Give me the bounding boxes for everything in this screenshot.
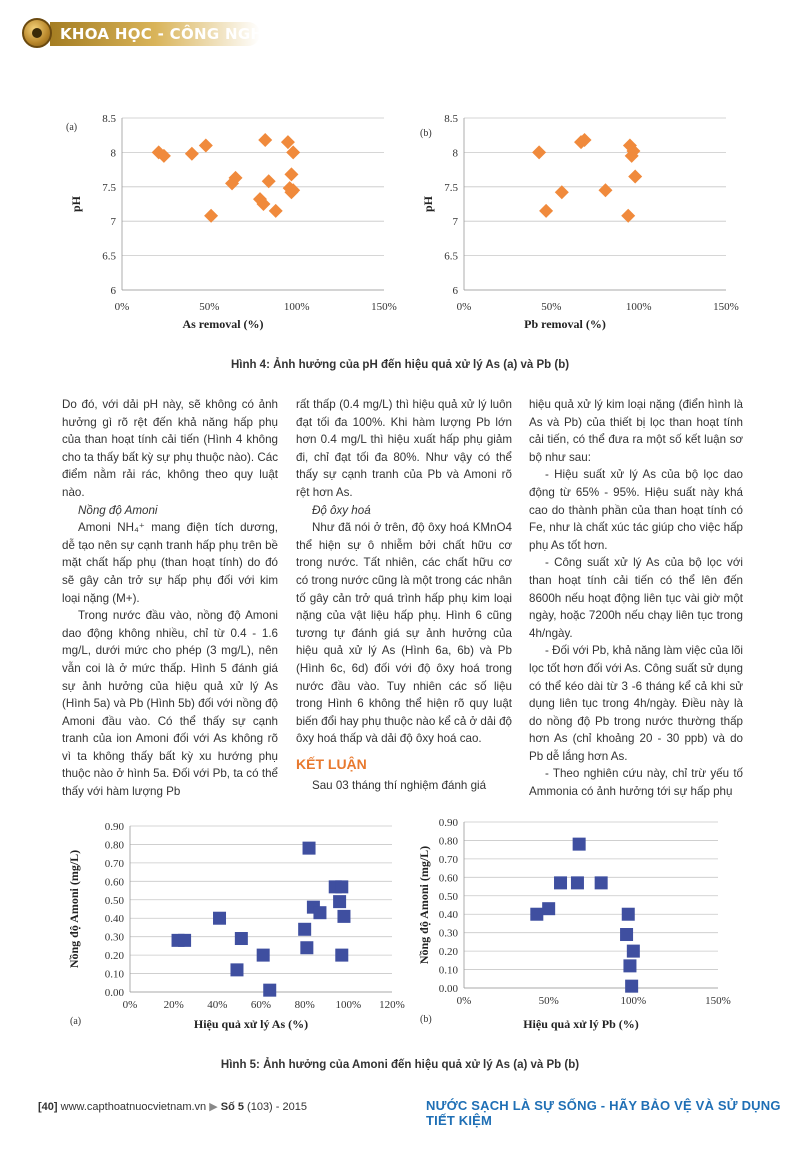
x-tick-label: 50% bbox=[199, 301, 220, 313]
data-point bbox=[185, 147, 199, 161]
x-tick-label: 50% bbox=[538, 995, 559, 1007]
x-axis-title: Hiệu quả xử lý Pb (%) bbox=[523, 1017, 639, 1031]
footer-info bbox=[38, 1100, 307, 1113]
page-number: [40] bbox=[38, 1101, 58, 1113]
y-tick-label: 0.40 bbox=[104, 913, 124, 926]
y-tick-label: 8.5 bbox=[102, 113, 116, 125]
data-point bbox=[262, 174, 276, 188]
x-axis-title: As removal (%) bbox=[182, 317, 264, 331]
section-title: KHOA HỌC - CÔNG NGHỆ bbox=[60, 25, 274, 43]
y-tick-label: 0.60 bbox=[438, 872, 458, 885]
data-point bbox=[263, 984, 276, 997]
text-column-2 bbox=[296, 396, 512, 795]
data-point bbox=[298, 923, 311, 936]
subsection-heading: Nồng độ Amoni bbox=[78, 503, 158, 517]
magazine-logo-icon bbox=[22, 18, 52, 48]
data-point bbox=[627, 945, 640, 958]
panel-tag: (b) bbox=[420, 128, 432, 139]
data-point bbox=[621, 209, 635, 223]
data-point bbox=[333, 895, 346, 908]
x-tick-label: 100% bbox=[335, 999, 362, 1011]
y-tick-label: 6.5 bbox=[102, 250, 116, 263]
x-tick-label: 150% bbox=[713, 301, 739, 313]
data-point bbox=[539, 204, 553, 218]
page-header bbox=[0, 0, 800, 60]
footer-arrow-icon: ▶ bbox=[209, 1101, 218, 1113]
data-point bbox=[622, 908, 635, 921]
x-tick-label: 20% bbox=[163, 999, 184, 1011]
data-point bbox=[532, 145, 546, 159]
y-tick-label: 0.50 bbox=[104, 894, 124, 907]
paragraph: rất thấp (0.4 mg/L) thì hiệu quả xử lý luôn đạt tối đa 100%. Khi hàm lượng Pb lớn hơn 0.4 mg/L thì hiệu xuất hấp phụ giảm đi, chỉ đạt tối đa 80%. Như vậy có thể thấy sự cạnh tranh của Pb và Amoni rõ rệt hơn As. bbox=[296, 398, 512, 499]
x-tick-label: 40% bbox=[207, 999, 228, 1011]
paragraph: - Hiệu suất xử lý As của bộ lọc dao động từ 65% - 95%. Hiệu suất này khá cao do thành phần của than hoạt tính có Fe, như là chất xúc tác giúp cho việc hấp phụ As tốt hơn. bbox=[529, 468, 743, 552]
data-point bbox=[573, 838, 586, 851]
data-point bbox=[623, 959, 636, 972]
data-point bbox=[555, 185, 569, 199]
y-tick-label: 8 bbox=[452, 147, 458, 160]
issue-date: (103) - 2015 bbox=[243, 1101, 307, 1113]
data-point bbox=[257, 949, 270, 962]
data-point bbox=[303, 842, 316, 855]
x-tick-label: 150% bbox=[705, 995, 731, 1007]
paragraph: Sau 03 tháng thí nghiệm đánh giá bbox=[312, 779, 487, 793]
y-tick-label: 0.40 bbox=[438, 909, 458, 922]
text-column-3 bbox=[529, 396, 743, 801]
paragraph: Amoni NH₄⁺ mang điện tích dương, dễ tạo nên sự cạnh tranh hấp phụ trên bề mặt chất hấp phụ (than hoạt tính) do đó sẽ gây cản trở sự hấp phụ đối với kim loại nặng (M+). bbox=[62, 521, 278, 605]
x-tick-label: 100% bbox=[625, 301, 652, 313]
footer-slogan: NƯỚC SẠCH LÀ SỰ SỐNG - HÃY BẢO VỆ VÀ SỬ DỤNG TIẾT KIỆM bbox=[426, 1098, 781, 1128]
figure4b-chart bbox=[410, 100, 750, 340]
data-point bbox=[628, 169, 642, 183]
data-point bbox=[554, 876, 567, 889]
paragraph: - Đối với Pb, khả năng làm việc của lõi lọc tốt hơn đối với As. Công suất sử dụng có thể kéo dài từ 3 -6 tháng kể cả khi sử dụng liên tục trong 4h/ngày. Điều này là do nồng độ Pb trong nước thường thấp hơn As (chỉ khoảng 20 - 30 ppb) và do Pb dễ lắng hơn As. bbox=[529, 644, 743, 763]
y-tick-label: 0.30 bbox=[438, 927, 458, 940]
y-tick-label: 0.20 bbox=[104, 950, 124, 963]
y-tick-label: 0.10 bbox=[104, 968, 124, 981]
y-axis-title: pH bbox=[421, 195, 435, 213]
y-tick-label: 0.00 bbox=[438, 983, 458, 995]
figure4a-chart bbox=[60, 100, 400, 340]
y-tick-label: 0.90 bbox=[104, 821, 124, 833]
page-footer bbox=[0, 1096, 800, 1128]
x-tick-label: 120% bbox=[379, 999, 405, 1011]
data-point bbox=[204, 209, 218, 223]
y-tick-label: 6.5 bbox=[444, 250, 458, 263]
panel-tag: (b) bbox=[420, 1014, 432, 1025]
paragraph: Do đó, với dải pH này, sẽ không có ảnh hưởng gì rõ rệt đến khả năng hấp phụ của than hoạt tính cải tiến (Hình 4 không cho ta thấy bất kỳ sự phụ thuộc nào). Các điểm nằm rải rác, không theo quy luật nào. bbox=[62, 398, 278, 499]
y-tick-label: 8.5 bbox=[444, 113, 458, 125]
text-column-1 bbox=[62, 396, 278, 801]
figure5b-chart bbox=[410, 812, 750, 1042]
y-axis-title: pH bbox=[69, 195, 83, 213]
figure5-caption: Hình 5: Ảnh hưởng của Amoni đến hiệu quả xử lý As (a) và Pb (b) bbox=[220, 1059, 580, 1071]
y-tick-label: 7 bbox=[452, 216, 458, 229]
x-axis-title: Pb removal (%) bbox=[524, 317, 606, 331]
paragraph: - Theo nghiên cứu này, chỉ trừ yếu tố Ammonia có ảnh hưởng tới sự hấp phụ bbox=[529, 767, 743, 799]
data-point bbox=[235, 932, 248, 945]
y-tick-label: 0.00 bbox=[104, 987, 124, 999]
x-axis-title: Hiệu quả xử lý As (%) bbox=[193, 1017, 309, 1031]
x-tick-label: 100% bbox=[283, 301, 310, 313]
data-point bbox=[178, 934, 191, 947]
y-tick-label: 7 bbox=[110, 216, 116, 229]
data-point bbox=[542, 902, 555, 915]
y-tick-label: 0.70 bbox=[104, 857, 124, 870]
data-point bbox=[530, 908, 543, 921]
y-tick-label: 0.50 bbox=[438, 890, 458, 903]
y-tick-label: 7.5 bbox=[444, 181, 458, 194]
issue-number: Số 5 bbox=[220, 1101, 244, 1113]
y-tick-label: 0.80 bbox=[104, 839, 124, 852]
data-point bbox=[300, 941, 313, 954]
y-tick-label: 0.20 bbox=[438, 946, 458, 959]
figure5b-svg bbox=[410, 812, 750, 1042]
data-point bbox=[335, 880, 348, 893]
paragraph: - Công suất xử lý As của bộ lọc với than hoạt tính cải tiến có thể lên đến 8600h nếu hoạt động liên tục vài giờ một ngày, hoặc 7200h nếu chạy liên tục trong 4h/ngày. bbox=[529, 556, 743, 640]
subsection-heading: Độ ôxy hoá bbox=[312, 503, 371, 517]
data-point bbox=[269, 204, 283, 218]
x-tick-label: 100% bbox=[620, 995, 647, 1007]
figure5a-svg bbox=[60, 812, 420, 1042]
data-point bbox=[625, 980, 638, 993]
figure4b-svg bbox=[410, 100, 750, 340]
y-tick-label: 7.5 bbox=[102, 181, 116, 194]
footer-website-link[interactable]: www.capthoatnuocvietnam.vn bbox=[60, 1101, 207, 1113]
x-tick-label: 0% bbox=[122, 999, 138, 1011]
paragraph: Trong nước đầu vào, nồng độ Amoni dao động không nhiều, chỉ từ 0.4 - 1.6 mg/L, dưới mức cho phép (3 mg/L), nên vẫn coi là ở mức thấp. Hình 5 đánh giá sự ảnh hưởng của hiệu quả xử lý As (Hình 5a) và Pb (Hình 5b) đối với nồng độ Amoni đầu vào. Có thể thấy sự cạnh tranh của ion Amoni đối với As không rõ vì ta không thấy bất kỳ xu hướng phụ thuộc nào ở hình 5a. Đối với Pb, ta có thể thấy với hàm lượng Pb bbox=[62, 609, 278, 799]
x-tick-label: 80% bbox=[294, 999, 315, 1011]
figure4-caption: Hình 4: Ảnh hưởng của pH đến hiệu quả xử lý As (a) và Pb (b) bbox=[230, 359, 570, 371]
x-tick-label: 0% bbox=[456, 995, 472, 1007]
y-tick-label: 0.70 bbox=[438, 853, 458, 866]
data-point bbox=[258, 133, 272, 147]
section-heading: KẾT LUẬN bbox=[296, 755, 367, 772]
figure5a-chart bbox=[60, 812, 420, 1042]
y-tick-label: 0.10 bbox=[438, 964, 458, 977]
panel-tag: (a) bbox=[70, 1016, 82, 1027]
data-point bbox=[337, 910, 350, 923]
data-point bbox=[199, 139, 213, 153]
data-point bbox=[313, 906, 326, 919]
y-axis-title: Nồng độ Amoni (mg/L) bbox=[67, 849, 81, 969]
panel-tag: (a) bbox=[66, 122, 78, 133]
data-point bbox=[595, 876, 608, 889]
y-tick-label: 6 bbox=[452, 285, 458, 297]
y-tick-label: 8 bbox=[110, 147, 116, 160]
paragraph: hiệu quả xử lý kim loại nặng (điển hình là As và Pb) của thiết bị lọc than hoạt tính cải tiến, có thể đưa ra một số kết luận sơ bộ như sau: bbox=[529, 398, 743, 464]
x-tick-label: 0% bbox=[456, 301, 472, 313]
y-tick-label: 0.90 bbox=[438, 817, 458, 829]
data-point bbox=[335, 949, 348, 962]
y-tick-label: 0.80 bbox=[438, 835, 458, 848]
x-tick-label: 0% bbox=[114, 301, 130, 313]
y-tick-label: 6 bbox=[110, 285, 116, 297]
x-tick-label: 60% bbox=[250, 999, 272, 1011]
y-tick-label: 0.30 bbox=[104, 931, 124, 944]
y-axis-title: Nồng độ Amoni (mg/L) bbox=[417, 845, 431, 965]
x-tick-label: 150% bbox=[371, 301, 397, 313]
data-point bbox=[284, 167, 298, 181]
data-point bbox=[598, 183, 612, 197]
data-point bbox=[620, 928, 633, 941]
figure4a-svg bbox=[60, 100, 400, 340]
y-tick-label: 0.60 bbox=[104, 876, 124, 889]
data-point bbox=[230, 963, 243, 976]
x-tick-label: 50% bbox=[541, 301, 562, 313]
paragraph: Như đã nói ở trên, độ ôxy hoá KMnO4 thể hiện sự ô nhiễm bởi chất hữu cơ trong nước. Tất nhiên, các chất hữu cơ có trong nước cũng là một trong các nhân tố gây cản trở quá trình hấp phụ kim loại nặng của vật liệu hấp phụ. Hình 6 cũng tương tự đánh giá sự ảnh hưởng của hiệu quả xử lý As (Hình 6a, 6b) và Pb (Hình 6c, 6d) đối với độ ôxy hoá trong nước đầu vào. Tuy nhiên các số liệu trong Hình 6 không thể hiện rõ quy luật biến đổi hay phụ thuộc nào kể cả ở dải độ ôxy hoá thấp và dải độ ôxy hoá cao. bbox=[296, 521, 512, 746]
data-point bbox=[213, 912, 226, 925]
data-point bbox=[571, 876, 584, 889]
